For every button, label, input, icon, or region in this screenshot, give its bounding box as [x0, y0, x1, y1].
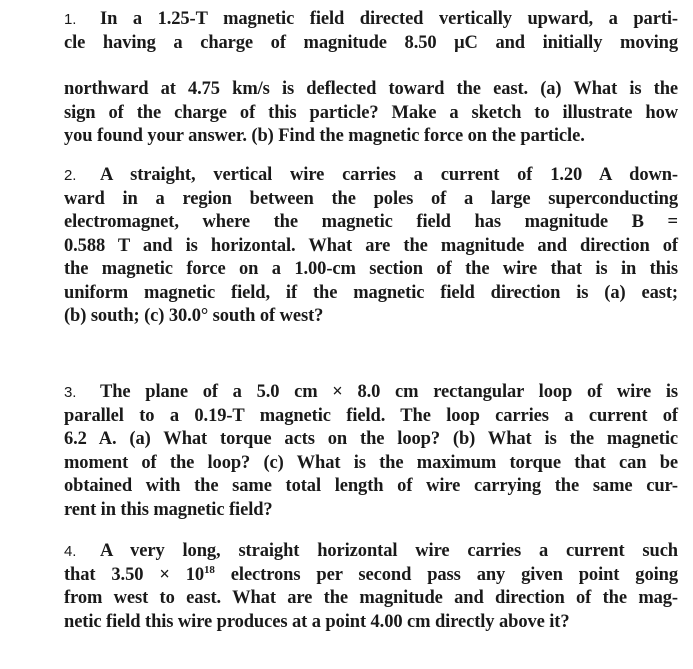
problem-3 [56, 381, 678, 522]
problem-line: 4. A very long, straight horizontal wire carries a current such [56, 540, 678, 564]
problem-line: that $3.50 \times 10^{18}$ electrons per second pass any given point going [64, 563, 678, 585]
problem-line: from west to east. What are the magnitude and direction of the mag- [64, 588, 678, 608]
problem-line: obtained with the same total length of wire carrying the same cur- [64, 476, 678, 496]
problem-line: netic field this wire produces at a point 4.00 cm directly above it? [64, 611, 570, 632]
problem-line: (b) south; (c) 30.0° south of west? [64, 306, 324, 326]
problem-line: rent in this magnetic field? [64, 499, 273, 520]
problem-2 [56, 164, 678, 329]
exponent: 18 [204, 563, 215, 576]
problem-line: ward in a region between the poles of a large superconducting [64, 188, 678, 209]
problem-line: 0.588 T and is horizontal. What are the magnitude and direction of [64, 235, 678, 256]
problem-line: you found your answer. (b) Find the magnetic force on the particle. [64, 126, 585, 146]
problem-line: cle having a charge of magnitude 8.50 μC and initially moving [64, 32, 678, 53]
problem-line: 3. The plane of a 5.0 cm × 8.0 cm rectangular loop of wire is [56, 381, 678, 405]
problem-line: 2. A straight, vertical wire carries a current of 1.20 A down- [56, 164, 678, 188]
problem-line: 1. In a 1.25-T magnetic field directed vertically upward, a parti- [56, 8, 678, 32]
problem-4 [56, 540, 678, 634]
problem-line: electromagnet, where the magnetic field has magnitude B = [64, 212, 678, 232]
problem-number: 1. [64, 11, 77, 28]
problem-line: northward at 4.75 km/s is deflected toward the east. (a) What is the [64, 79, 678, 99]
problem-number: 3. [64, 384, 77, 401]
problem-1 [56, 8, 678, 149]
problem-line: parallel to a 0.19-T magnetic field. The loop carries a current of [64, 405, 678, 426]
problem-line: sign of the charge of this particle? Make a sketch to illustrate how [64, 102, 678, 123]
problem-line: 6.2 A. (a) What torque acts on the loop? (b) What is the magnetic [64, 429, 678, 449]
problem-line: uniform magnetic field, if the magnetic field direction is (a) east; [64, 282, 678, 303]
problem-line: the magnetic force on a 1.00-cm section of the wire that is in this [64, 259, 678, 279]
problem-line: moment of the loop? (c) What is the maximum torque that can be [64, 452, 678, 473]
problem-number: 2. [64, 167, 77, 184]
problem-number: 4. [64, 543, 77, 560]
